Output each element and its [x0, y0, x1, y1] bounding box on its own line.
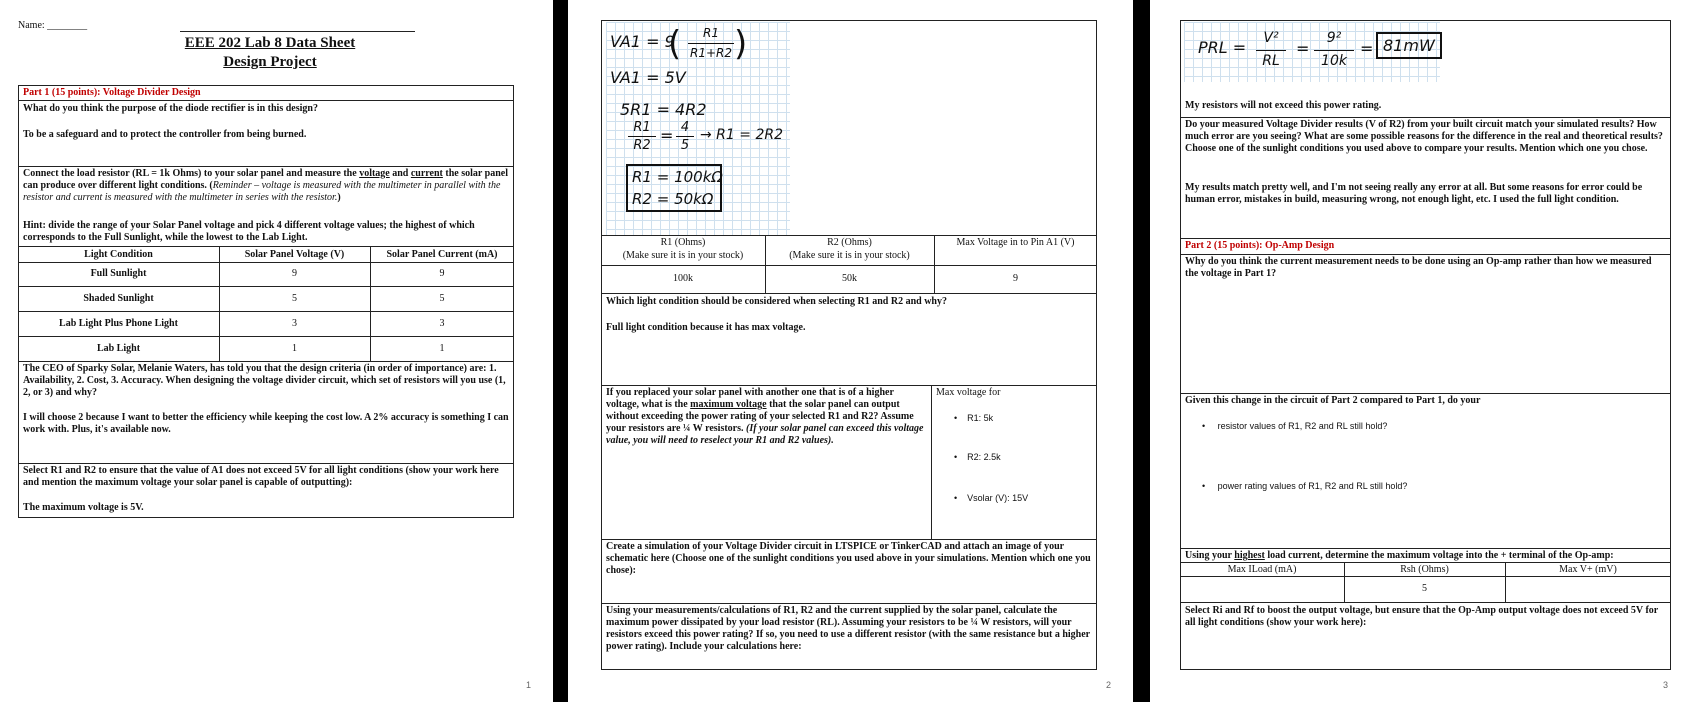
- hw-frac-den: RL: [1262, 53, 1280, 69]
- divider: [601, 235, 1097, 236]
- hw-frac-num: V²: [1263, 30, 1279, 46]
- table-header: Max Voltage in to Pin A1 (V): [956, 237, 1075, 248]
- divider: [1180, 117, 1671, 118]
- frac-bar: [1314, 50, 1354, 51]
- question-ri-rf: Select Ri and Rf to boost the output voltage, but ensure that the Op-Amp output voltage does not exceed 5V for all light conditions (show your work here):: [1185, 605, 1659, 628]
- doc-subtitle: Design Project: [223, 54, 317, 70]
- hw-answer-r2: R2 = 50kΩ: [632, 190, 714, 208]
- name-label: Name: ________: [18, 20, 88, 31]
- table-subheader: (Make sure it is in your stock): [622, 250, 744, 261]
- max-voltage-item: • Vsolar (V): 15V: [954, 493, 1029, 503]
- divider: [18, 100, 514, 101]
- table-cell-voltage: 3: [292, 318, 297, 329]
- question-results-match: Do your measured Voltage Divider results (V of R2) from your built circuit match your simulated results? How much error are you seeing? What are some possible reasons for the difference in the real and theoretical results? Choose one of the sunlight conditions you used above to compare your results. Mention which one you chose.: [1185, 119, 1663, 154]
- table-cell: 100k: [673, 273, 693, 284]
- page-number: 1: [525, 680, 531, 690]
- paren-open: (: [668, 24, 682, 64]
- max-voltage-item: • R1: 5k: [954, 413, 994, 423]
- frac-bar: [676, 136, 694, 137]
- divider: [1180, 602, 1671, 603]
- table-cell: 9: [1013, 273, 1018, 284]
- page-2: [568, 0, 1133, 702]
- divider: [601, 265, 1097, 266]
- table-cell-current: 5: [439, 293, 445, 304]
- question-light-condition: Which light condition should be considered when selecting R1 and R2 and why?: [606, 296, 947, 307]
- divider: [601, 603, 1097, 604]
- frac-bar: [688, 43, 734, 44]
- handwritten-work: [606, 22, 790, 235]
- answer-light-condition: Full light condition because it has max voltage.: [606, 322, 806, 333]
- question-circuit-change: Given this change in the circuit of Part 2 compared to Part 1, do your: [1185, 395, 1481, 406]
- table-cell-condition: Lab Light: [96, 343, 141, 354]
- table-subheader: (Make sure it is in your stock): [789, 250, 910, 261]
- hint-text: Hint: divide the range of your Solar Panel voltage and pick 4 different voltage values; the highest of which corresponds to the Full Sunlight, while the lowest to the Lab Light.: [23, 220, 475, 243]
- divider: [1180, 393, 1671, 394]
- question-measure: Connect the load resistor (RL = 1k Ohms) to your solar panel and measure the voltage and current the solar panel can produce over different light conditions. (Reminder – voltage is measured with the multimeter in parallel with the resistor and current is measured with the multimeter in series with the resistor.): [23, 168, 508, 203]
- table-cell-current: 1: [439, 343, 445, 354]
- divider: [1180, 254, 1671, 255]
- part1-header: Part 1 (15 points): Voltage Divider Design: [23, 87, 201, 98]
- table-cell: 50k: [842, 273, 857, 284]
- frac-bar: [628, 136, 656, 137]
- divider: [601, 539, 1097, 540]
- divider: [601, 293, 1097, 294]
- table-cell-voltage: 1: [292, 343, 297, 354]
- list-item: • resistor values of R1, R2 and RL still hold?: [1202, 421, 1388, 431]
- name-line: [180, 31, 415, 32]
- hw-equals: =: [1360, 39, 1374, 58]
- page-1: [0, 0, 553, 702]
- table-cell-voltage: 5: [292, 293, 297, 304]
- part2-header: Part 2 (15 points): Op-Amp Design: [1185, 240, 1335, 251]
- handwritten-power-calc: [1184, 22, 1440, 82]
- hw-power-label: PRL =: [1198, 38, 1247, 57]
- table-cell-current: 9: [439, 268, 445, 279]
- page-number: 3: [1662, 680, 1668, 690]
- divider: [1180, 238, 1671, 239]
- list-item: • power rating values of R1, R2 and RL still hold?: [1202, 481, 1408, 491]
- divider: [18, 166, 514, 167]
- table-header: Max V+ (mV): [1559, 564, 1617, 575]
- hw-frac-den: R2: [633, 138, 651, 153]
- page-number: 2: [1105, 680, 1111, 690]
- hw-equation: VA1 = 5V: [610, 68, 686, 87]
- table-header: Solar Panel Voltage (V): [244, 249, 345, 260]
- doc-title: EEE 202 Lab 8 Data Sheet: [184, 35, 356, 51]
- answer-diode: To be a safeguard and to protect the controller from being burned.: [23, 129, 307, 140]
- divider: [1180, 562, 1671, 563]
- table-cell-voltage: 9: [292, 268, 297, 279]
- hw-frac-den: 10k: [1321, 53, 1347, 69]
- question-diode: What do you think the purpose of the diode rectifier is in this design?: [23, 103, 318, 114]
- divider: [18, 286, 514, 287]
- answer-results-match: My results match pretty well, and I'm not seeing really any error at all. But some reasons for error could be human error, mistakes in build, measuring wrong, not enough light, etc. I used the full light condition.: [1185, 182, 1643, 205]
- divider: [18, 246, 514, 247]
- question-opamp: Why do you think the current measurement needs to be done using an Op-amp rather than how we measured the voltage in Part 1?: [1185, 256, 1652, 279]
- table-cell-condition: Full Sunlight: [90, 268, 147, 279]
- frac-bar: [1256, 50, 1286, 51]
- table-cell-current: 3: [439, 318, 445, 329]
- hw-power-result: 81mW: [1376, 32, 1442, 59]
- question-criteria: The CEO of Sparky Solar, Melanie Waters, has told you that the design criteria (in order of importance) are: 1. Availability, 2. Cost, 3. Accuracy. When designing the voltage divider circuit, which set of resistors will you use (1, 2, or 3) and why?: [23, 363, 506, 398]
- hw-frac-num: 4: [680, 120, 690, 135]
- divider: [1180, 548, 1671, 549]
- hw-equation: 5R1 = 4R2: [620, 100, 707, 119]
- hw-result: → R1 = 2R2: [700, 127, 783, 143]
- table-cell-condition: Shaded Sunlight: [83, 293, 154, 304]
- table-header: Light Condition: [84, 249, 153, 260]
- divider: [931, 385, 932, 539]
- answer-select-r: The maximum voltage is 5V.: [23, 502, 144, 513]
- hw-frac-num: 9²: [1326, 30, 1342, 46]
- divider: [18, 262, 514, 263]
- divider: [18, 361, 514, 362]
- table-header: R1 (Ohms): [660, 237, 706, 248]
- max-voltage-item: • R2: 2.5k: [954, 452, 1001, 462]
- divider: [601, 385, 1097, 386]
- question-select-r: Select R1 and R2 to ensure that the value of A1 does not exceed 5V for all light conditions (show your work here and mention the maximum voltage your solar panel is capable of outputting):: [23, 465, 499, 488]
- question-simulation: Create a simulation of your Voltage Divider circuit in LTSPICE or TinkerCAD and attach an image of your schematic here (Choose one of the sunlight conditions you used above in your simulations. Mention which one you chose):: [606, 541, 1091, 576]
- divider: [1180, 576, 1671, 577]
- table-header: R2 (Ohms): [827, 237, 872, 248]
- divider: [18, 336, 514, 337]
- page-3: [1150, 0, 1690, 702]
- answer-power-rating: My resistors will not exceed this power rating.: [1185, 100, 1382, 111]
- hw-answer-r1: R1 = 100kΩ: [632, 168, 723, 186]
- paren-close: ): [734, 24, 748, 64]
- table-header: Rsh (Ohms): [1400, 564, 1449, 575]
- hw-equals: =: [660, 126, 674, 145]
- max-voltage-title: Max voltage for: [936, 387, 1001, 398]
- hw-frac-num: R1: [633, 120, 651, 135]
- table-header: Max ILoad (mA): [1227, 564, 1297, 575]
- hw-equation: VA1 = 9: [610, 32, 675, 51]
- hw-frac-den: 5: [680, 138, 690, 153]
- hw-frac-den: R1+R2: [690, 46, 732, 60]
- hw-frac-num: R1: [703, 26, 719, 40]
- table-cell: 5: [1422, 583, 1427, 594]
- question-power: Using your measurements/calculations of R1, R2 and the current supplied by the solar panel, calculate the maximum power dissipated by your load resistor (RL). Assuming your resistors to be ¼ W resistors, will your resistors exceed this power rating? If so, you need to use a different resistor (with the same resistance but a higher power rating). Include your calculations here:: [606, 605, 1090, 652]
- table-header: Solar Panel Current (mA): [386, 249, 498, 260]
- question-max-voltage-opamp: Using your highest load current, determine the maximum voltage into the + terminal of the Op-amp:: [1185, 550, 1614, 561]
- table-cell-condition: Lab Light Plus Phone Light: [59, 318, 178, 329]
- divider: [18, 311, 514, 312]
- hw-equals: =: [1296, 39, 1310, 58]
- answer-criteria: I will choose 2 because I want to better the efficiency while keeping the cost low. A 2% accuracy is something I can work with. Plus, it's available now.: [23, 412, 509, 435]
- divider: [18, 463, 514, 464]
- question-max-voltage: If you replaced your solar panel with another one that is of a higher voltage, what is the maximum voltage that the solar panel can output without exceeding the power rating of your selected R1 and R2? Assume your resistors are ¼ W resistors. (If your solar panel can exceed this voltage value, you will need to reselect your R1 and R2 values).: [606, 387, 924, 446]
